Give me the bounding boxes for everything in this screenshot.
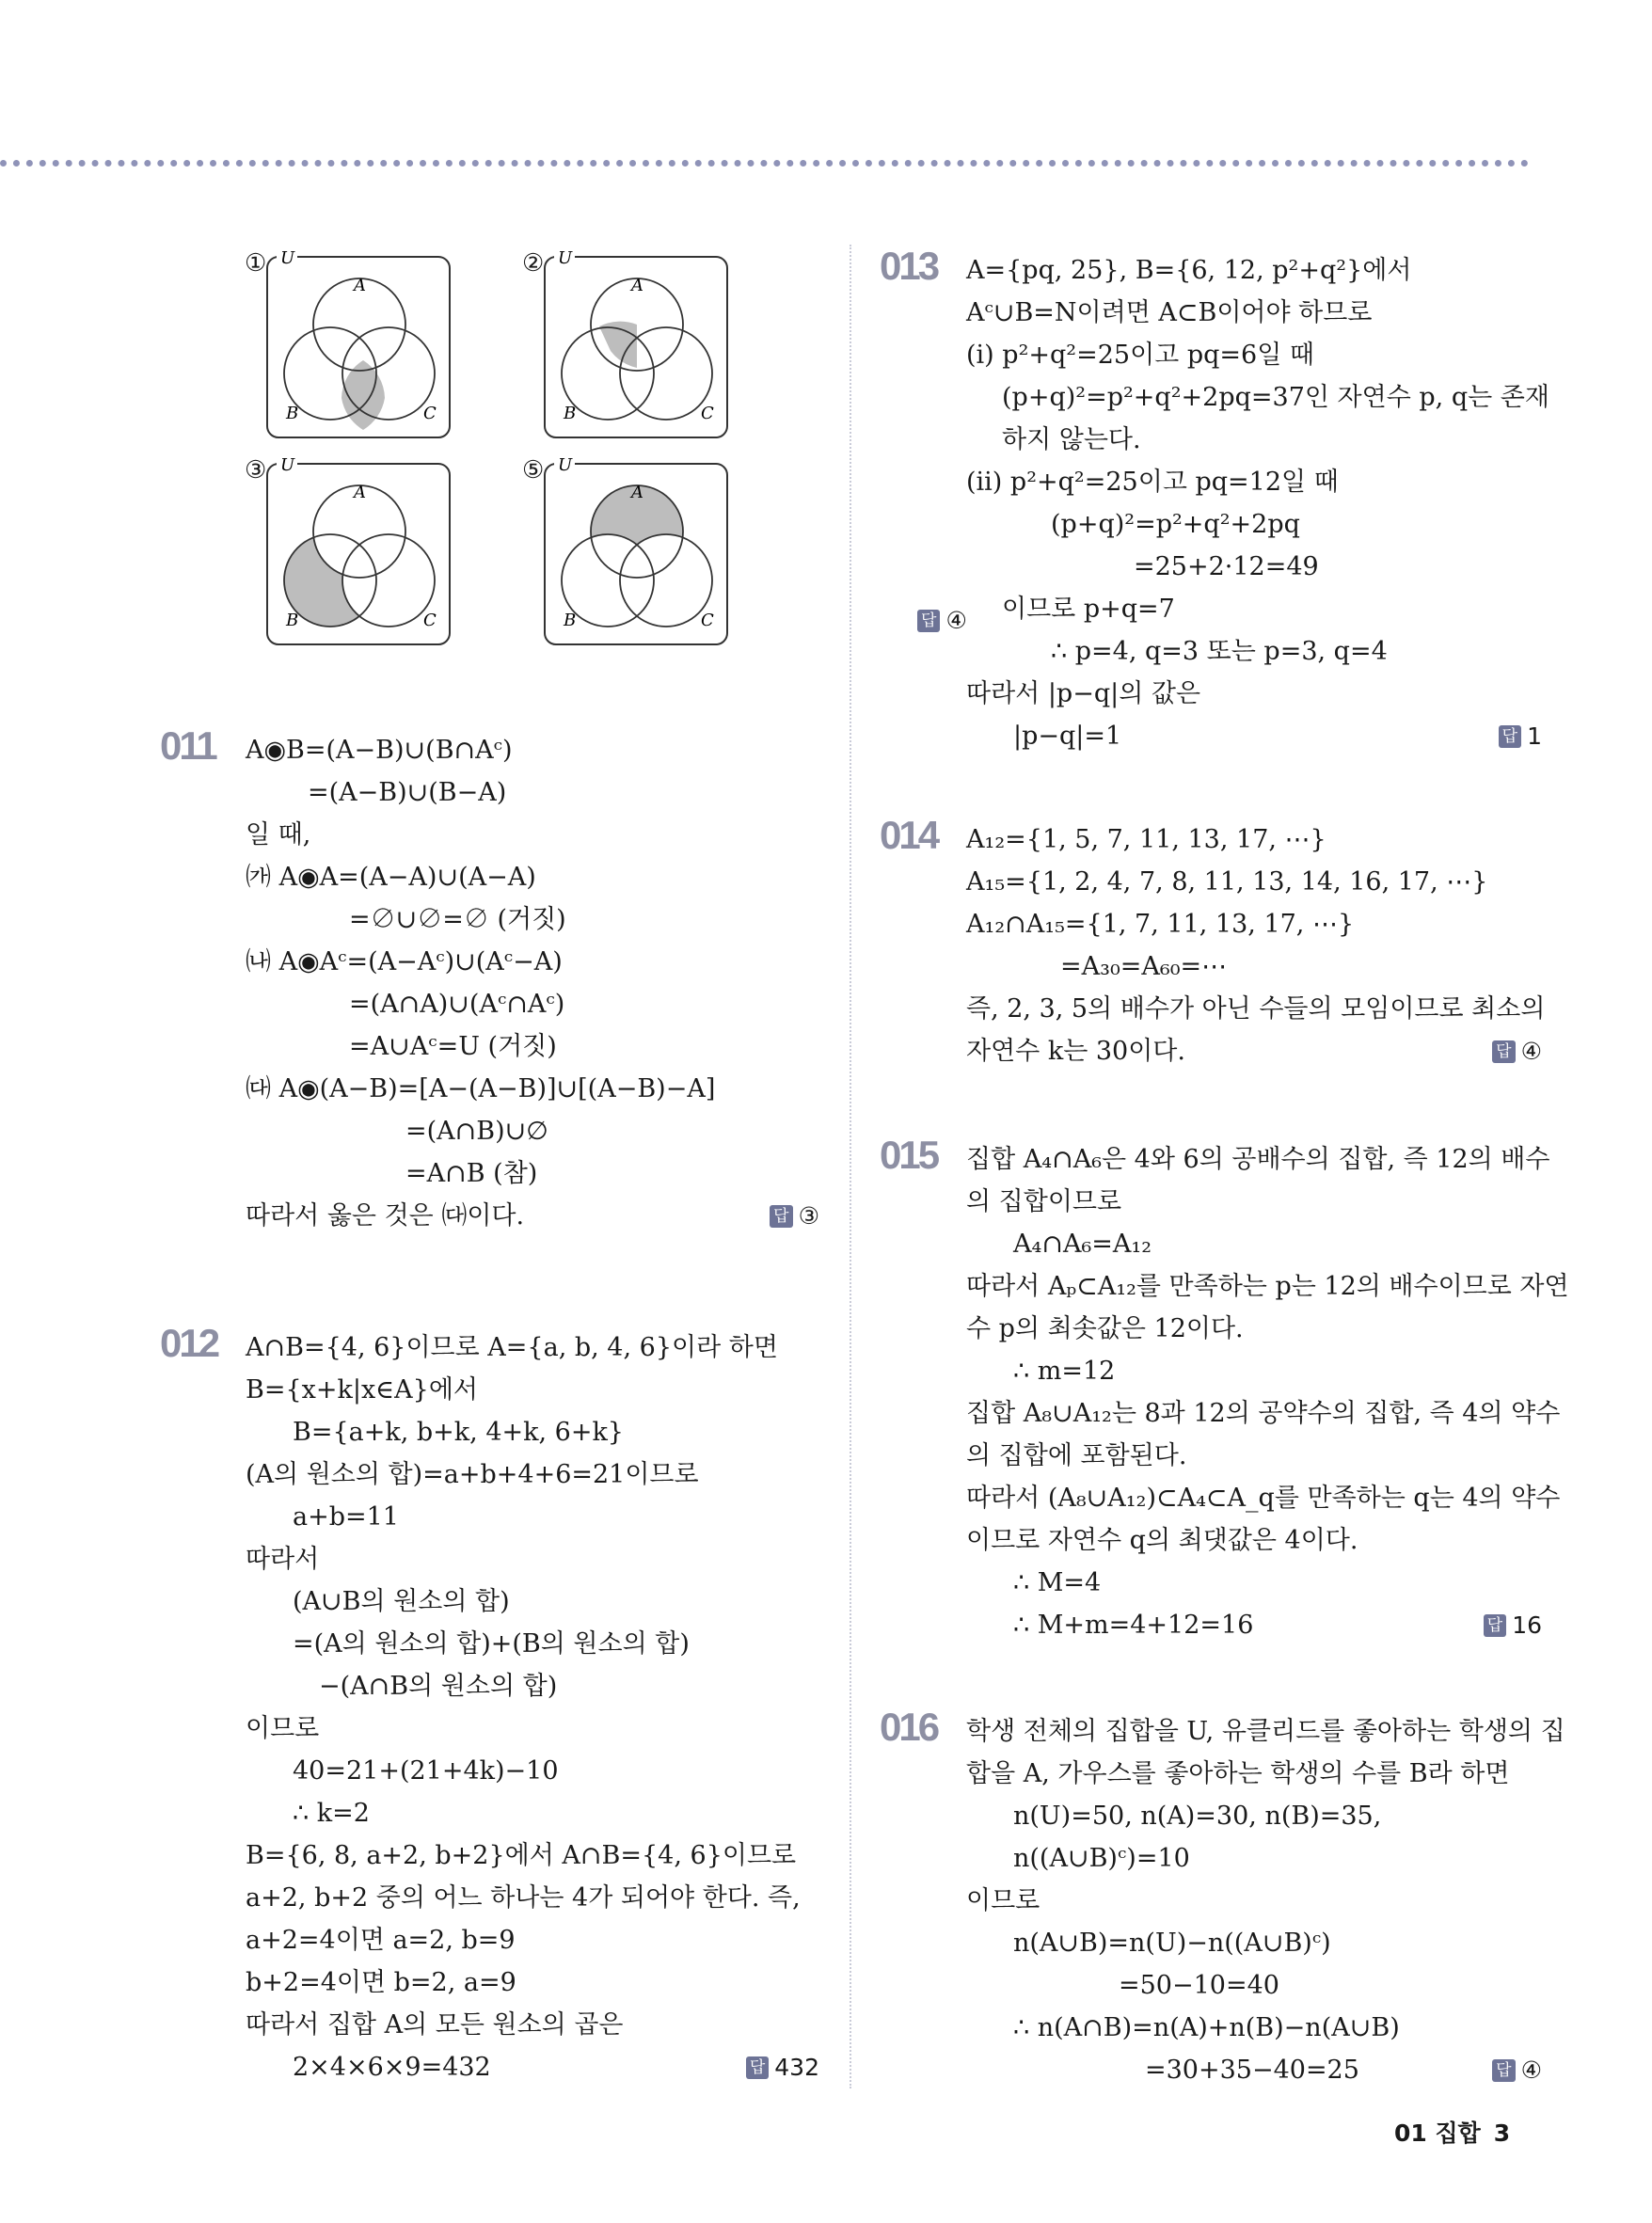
- solution-line: a+2=4이면 a=2, b=9: [246, 1926, 516, 1955]
- solution-line: (p+q)²=p²+q²+2pq: [1051, 510, 1300, 539]
- label-u: U: [558, 249, 573, 268]
- solution-line: B={x+k|x∈A}에서: [246, 1375, 479, 1405]
- solution-text: 자연수 k는 30이다.: [966, 1037, 1185, 1066]
- answer-badge: 답: [1499, 725, 1521, 748]
- answer: [746, 2046, 819, 2088]
- solution-line: =A∩B (참): [405, 1159, 538, 1188]
- label-u: U: [280, 456, 295, 475]
- label-c: C: [701, 611, 714, 630]
- solution-lines: [246, 1326, 819, 2088]
- solution-lines: [966, 1710, 1565, 2091]
- venn-diagram: [543, 456, 731, 649]
- solution-lines: [966, 249, 1549, 757]
- solution-line: ㈎ A◉A=(A−A)∪(A−A): [246, 863, 536, 892]
- solution-line: =(A의 원소의 합)+(B의 원소의 합): [293, 1629, 690, 1659]
- solution-line: a+2, b+2 중의 어느 하나는 4가 되어야 한다. 즉,: [246, 1883, 801, 1913]
- solution-line: =A₃₀=A₆₀=⋯: [1060, 952, 1228, 981]
- problem-number: 012: [160, 1321, 218, 1365]
- problem-number: 014: [880, 813, 938, 857]
- solution-line: 집합 A₄∩A₆은 4와 6의 공배수의 집합, 즉 12의 배수: [966, 1145, 1550, 1174]
- solution-line: (A∪B의 원소의 합): [293, 1587, 510, 1616]
- solution-line: 따라서: [246, 1545, 320, 1574]
- solution-line: A₁₅={1, 2, 4, 7, 8, 11, 13, 14, 16, 17, ⋯}: [966, 867, 1488, 897]
- label-b: B: [286, 404, 299, 423]
- solution-line: B={a+k, b+k, 4+k, 6+k}: [293, 1418, 624, 1447]
- solution-line: 학생 전체의 집합을 U, 유클리드를 좋아하는 학생의 집: [966, 1717, 1565, 1746]
- solution-text: =30+35−40=25: [1145, 2056, 1359, 2085]
- answer-value: ④: [945, 607, 967, 634]
- answer: [1499, 715, 1542, 757]
- venn-number: ②: [522, 249, 545, 278]
- solution-line: [966, 1030, 1542, 1072]
- solution-line: ㈏ A◉Aᶜ=(A−Aᶜ)∪(Aᶜ−A): [246, 947, 563, 977]
- answer-badge: 답: [770, 1205, 792, 1228]
- answer: [770, 1195, 819, 1237]
- solution-line: (ii) p²+q²=25이고 pq=12일 때: [966, 468, 1339, 497]
- answer: [1484, 1604, 1542, 1646]
- venn-number: ①: [245, 249, 267, 278]
- solution-lines: [966, 818, 1546, 1072]
- top-dotted-rule: [0, 160, 1529, 167]
- solution-text: |p−q|=1: [1013, 722, 1122, 751]
- venn-number: ⑤: [522, 456, 545, 484]
- solution-line: 수 p의 최솟값은 12이다.: [966, 1314, 1244, 1343]
- solution-line: 의 집합에 포함된다.: [966, 1441, 1187, 1470]
- solution-line: 40=21+(21+4k)−10: [293, 1756, 559, 1786]
- label-b: B: [564, 404, 577, 423]
- solution-line: [966, 715, 1542, 757]
- solution-line: ∴ n(A∩B)=n(A)+n(B)−n(A∪B): [1013, 2013, 1400, 2042]
- solution-line: 합을 A, 가우스를 좋아하는 학생의 수를 B라 하면: [966, 1759, 1510, 1788]
- solution-line: a+b=11: [293, 1502, 399, 1532]
- solution-line: A₄∩A₆=A₁₂: [1013, 1230, 1152, 1259]
- solution-line: [246, 2046, 819, 2088]
- solution-line: 집합 A₈∪A₁₂는 8과 12의 공약수의 집합, 즉 4의 약수: [966, 1399, 1561, 1428]
- solution-line: 이므로: [246, 1714, 320, 1743]
- solution-line: −(A∩B의 원소의 합): [319, 1672, 558, 1701]
- label-a: A: [354, 483, 366, 502]
- solution-line: n(U)=50, n(A)=30, n(B)=35,: [1013, 1802, 1382, 1831]
- answer: [1492, 2049, 1542, 2091]
- venn-diagram: [265, 249, 453, 442]
- solution-line: n((A∪B)ᶜ)=10: [1013, 1844, 1190, 1873]
- solution-line: ∴ m=12: [1013, 1357, 1116, 1386]
- answer-value: ④: [1520, 1038, 1542, 1065]
- answer-value: ④: [1520, 2056, 1542, 2084]
- problem-number: 011: [160, 723, 215, 768]
- solution-line: =A∪Aᶜ=U (거짓): [349, 1032, 557, 1061]
- solution-line: 하지 않는다.: [1002, 425, 1141, 454]
- solution-lines: [966, 1138, 1569, 1646]
- solution-line: 이므로 자연수 q의 최댓값은 4이다.: [966, 1526, 1358, 1555]
- solution-line: =(A−B)∪(B−A): [308, 778, 507, 807]
- problem-number: 016: [880, 1705, 938, 1749]
- venn-number: ③: [245, 456, 267, 484]
- label-a: A: [631, 276, 643, 295]
- answer-value: 1: [1527, 722, 1542, 750]
- solution-line: 따라서 집합 A의 모든 원소의 곱은: [246, 2010, 624, 2040]
- solution-line: (i) p²+q²=25이고 pq=6일 때: [966, 341, 1314, 370]
- page-footer: [1394, 2115, 1510, 2149]
- solution-text: 따라서 옳은 것은 ㈐이다.: [246, 1201, 525, 1231]
- solution-line: ㈐ A◉(A−B)=[A−(A−B)]∪[(A−B)−A]: [246, 1074, 716, 1104]
- solution-line: Aᶜ∪B=N이려면 A⊂B이어야 하므로: [966, 298, 1373, 327]
- label-a: A: [631, 483, 643, 502]
- label-c: C: [423, 611, 437, 630]
- answer-badge: 답: [746, 2056, 769, 2079]
- answer-value: 432: [774, 2054, 819, 2081]
- solution-line: A={pq, 25}, B={6, 12, p²+q²}에서: [966, 256, 1412, 285]
- venn-answer: [917, 607, 967, 634]
- solution-lines: [246, 729, 819, 1237]
- solution-text: 2×4×6×9=432: [293, 2053, 491, 2082]
- solution-line: =(A∩B)∪∅: [405, 1117, 548, 1146]
- solution-line: =∅∪∅=∅ (거짓): [349, 905, 566, 934]
- venn-diagram: [265, 456, 453, 649]
- solution-line: (p+q)²=p²+q²+2pq=37인 자연수 p, q는 존재: [1002, 383, 1549, 412]
- solution-line: [246, 1195, 819, 1237]
- solution-line: =50−10=40: [1119, 1971, 1279, 2000]
- label-b: B: [564, 611, 577, 630]
- solution-line: A₁₂={1, 5, 7, 11, 13, 17, ⋯}: [966, 825, 1326, 854]
- chapter-title: 01 집합: [1394, 2120, 1481, 2147]
- solution-text: ∴ M+m=4+12=16: [1013, 1611, 1254, 1640]
- answer-badge: 답: [1484, 1614, 1506, 1637]
- page-number: 3: [1493, 2120, 1511, 2147]
- solution-line: 일 때,: [246, 820, 311, 850]
- problem-number: 013: [880, 244, 938, 288]
- label-a: A: [354, 276, 366, 295]
- label-b: B: [286, 611, 299, 630]
- solution-line: 따라서 |p−q|의 값은: [966, 679, 1201, 708]
- column-divider: [850, 245, 851, 2088]
- solution-line: A∩B={4, 6}이므로 A={a, b, 4, 6}이라 하면: [246, 1333, 778, 1362]
- venn-diagram: [543, 249, 731, 442]
- solution-line: [966, 2049, 1542, 2091]
- answer-badge: 답: [1492, 1040, 1515, 1063]
- solution-line: (A의 원소의 합)=a+b+4+6=21이므로: [246, 1460, 699, 1489]
- problem-number: 015: [880, 1133, 938, 1177]
- answer: [1492, 1030, 1542, 1072]
- label-c: C: [423, 404, 437, 423]
- answer-badge: 답: [1492, 2059, 1515, 2082]
- answer-badge: 답: [917, 610, 940, 632]
- solution-line: B={6, 8, a+2, b+2}에서 A∩B={4, 6}이므로: [246, 1841, 797, 1870]
- label-c: C: [701, 404, 714, 423]
- solution-line: 즉, 2, 3, 5의 배수가 아닌 수들의 모임이므로 최소의: [966, 994, 1546, 1024]
- solution-line: 따라서 (A₈∪A₁₂)⊂A₄⊂A_q를 만족하는 q는 4의 약수: [966, 1484, 1561, 1513]
- solution-line: ∴ k=2: [293, 1799, 370, 1828]
- answer-value: ③: [798, 1202, 819, 1230]
- answer-value: 16: [1512, 1612, 1542, 1639]
- solution-line: b+2=4이면 b=2, a=9: [246, 1968, 516, 1997]
- solution-line: n(A∪B)=n(U)−n((A∪B)ᶜ): [1013, 1929, 1331, 1958]
- solution-line: 의 집합이므로: [966, 1187, 1122, 1216]
- label-u: U: [280, 249, 295, 268]
- solution-line: [966, 1604, 1542, 1646]
- solution-line: ∴ M=4: [1013, 1568, 1102, 1597]
- solution-line: =25+2·12=49: [1134, 552, 1319, 581]
- solution-line: 따라서 Aₚ⊂A₁₂를 만족하는 p는 12의 배수이므로 자연: [966, 1272, 1569, 1301]
- label-u: U: [558, 456, 573, 475]
- solution-line: 이므로: [966, 1886, 1040, 1915]
- solution-line: ∴ p=4, q=3 또는 p=3, q=4: [1051, 637, 1388, 666]
- solution-line: A₁₂∩A₁₅={1, 7, 11, 13, 17, ⋯}: [966, 910, 1355, 939]
- solution-line: A◉B=(A−B)∪(B∩Aᶜ): [246, 736, 513, 765]
- solution-line: =(A∩A)∪(Aᶜ∩Aᶜ): [349, 990, 565, 1019]
- solution-line: 이므로 p+q=7: [1002, 595, 1175, 624]
